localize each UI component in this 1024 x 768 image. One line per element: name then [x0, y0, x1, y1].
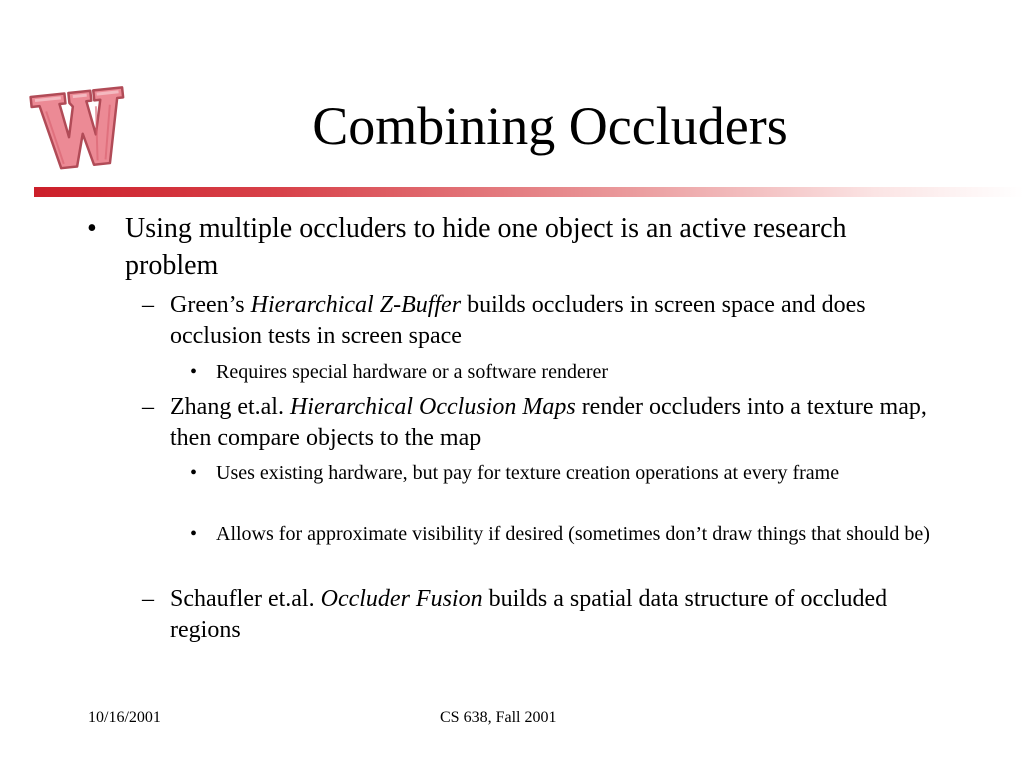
bullet-text-prefix: Schaufler et.al. [170, 586, 321, 612]
bullet-text-suffix: builds occluders in screen space and does occlusion tests in screen space [170, 292, 866, 349]
bullet-text-prefix: Zhang et.al. [170, 394, 290, 420]
bullet-dash: – [142, 292, 154, 318]
bullet-dot: • [190, 361, 198, 383]
technique-name: Occluder Fusion [320, 586, 483, 612]
bullet-dot: • [190, 523, 198, 545]
bullet-level2-zhang-hom [142, 392, 960, 454]
bullet-level3-special-hardware [190, 359, 961, 386]
bullet-text: Uses existing hardware, but pay for texture creation operations at every frame [216, 462, 840, 484]
footer-date: 10/16/2001 [88, 709, 161, 726]
bullet-dot: • [190, 462, 198, 484]
bullet-level1-research-problem [87, 210, 915, 284]
bullet-text-suffix: builds a spatial data structure of occluded regions [170, 586, 888, 643]
bullet-text: Allows for approximate visibility if desired (sometimes don’t draw things that should be) [216, 523, 930, 545]
footer-course: CS 638, Fall 2001 [440, 709, 557, 726]
bullet-level2-green-z-buffer [142, 290, 960, 352]
bullet-dot: • [87, 213, 97, 244]
technique-name: Hierarchical Z-Buffer [250, 292, 462, 318]
technique-name: Hierarchical Occlusion Maps [289, 394, 576, 420]
bullet-text-suffix: render occluders into a texture map, then compare objects to the map [170, 394, 927, 451]
bullet-level3-approximate-visibility [190, 521, 961, 548]
bullet-dash: – [142, 394, 154, 420]
slide-title: Combining Occluders [312, 96, 788, 156]
bullet-text: Using multiple occluders to hide one object is an active research problem [125, 213, 847, 281]
bullet-text-prefix: Green’s [170, 292, 251, 318]
bullet-text: Requires special hardware or a software renderer [216, 361, 609, 383]
bullet-dash: – [142, 586, 154, 612]
bullet-level3-existing-hardware [190, 460, 961, 487]
bullet-level2-schaufler-fusion [142, 584, 960, 646]
